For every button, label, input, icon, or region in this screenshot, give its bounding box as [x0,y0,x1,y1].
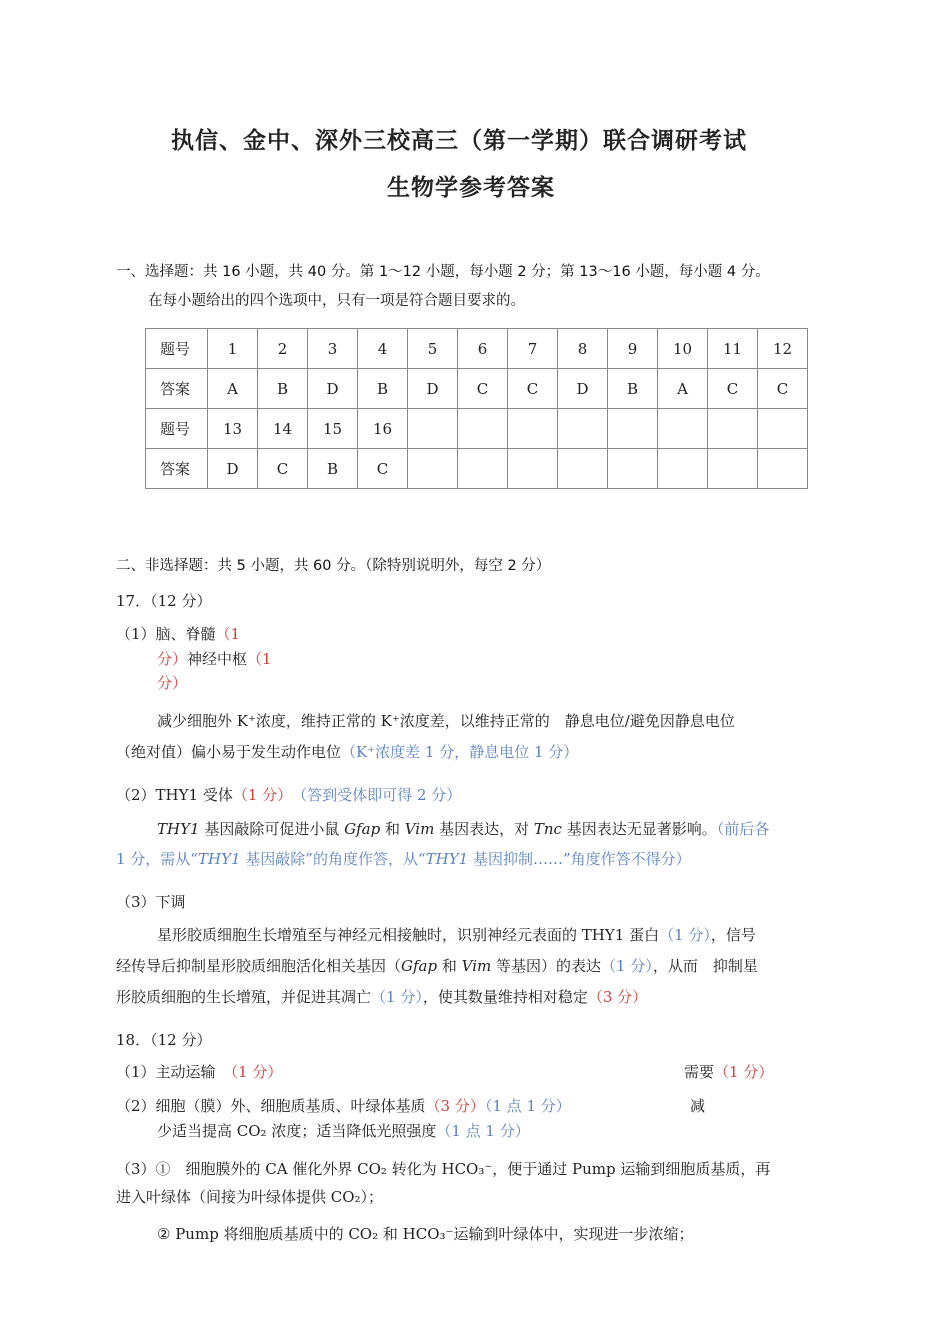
table-cell [608,409,658,449]
q17-part1-line4: 减少细胞外 K⁺浓度，维持正常的 K⁺浓度差，以维持正常的 静息电位/避免因静息电位 [157,712,735,730]
table-cell [708,449,758,489]
table-cell: A [658,369,708,409]
q17-part3-line1: （3）下调 [116,893,186,911]
table-cell: D [208,449,258,489]
table-cell: B [358,369,408,409]
table-cell [658,409,708,449]
row-label: 答案 [146,369,208,409]
table-row [146,449,808,489]
q17-p1-answer: （1）脑、脊髓 [116,625,216,643]
table-cell: A [208,369,258,409]
table-cell: C [758,369,808,409]
scoring-note: （前后各 [716,820,770,838]
table-cell [458,449,508,489]
q17-p1-score-c: （1 [247,650,272,668]
gene-name: THY1 [425,850,469,868]
table-cell: 16 [358,409,408,449]
q18-part1-right [684,1061,773,1082]
q17-p1-answer-b: 神经中枢 [187,650,248,668]
table-cell: 11 [708,329,758,369]
q17-p1e: （绝对值）偏小易于发生动作电位 [116,743,342,761]
q18-part2-line1 [116,1095,571,1116]
score: （1 分） [601,957,653,975]
q17-p1-score: （1 [215,625,241,643]
text-run: 等基因）的表达 [491,957,602,975]
text-run: 1 分，需从“ [116,850,198,868]
table-row [146,329,808,369]
table-cell: B [258,369,308,409]
q17-p2a: （2）THY1 受体 [116,786,233,804]
text-run: 基因表达，对 [434,820,534,838]
table-cell: C [358,449,408,489]
table-cell [408,449,458,489]
table-cell: 15 [308,409,358,449]
table-row [146,369,808,409]
table-cell [458,409,508,449]
q17-part1-line2 [157,648,272,669]
table-cell [708,409,758,449]
table-cell: C [708,369,758,409]
text-run: 基因抑制……”角度作答不得分） [468,850,691,868]
text-run: （1）主动运输 [116,1063,216,1081]
table-cell: 6 [458,329,508,369]
scoring-note: （1 点 1 分） [436,1122,530,1140]
q17-p2a-score: （1 分） [232,786,285,804]
text-run: 基因敲除”的角度作答，从“ [240,850,426,868]
table-cell [608,449,658,489]
text-run: 基因敲除可促进小鼠 [199,820,345,838]
answer-table [145,328,808,489]
row-label: 答案 [146,449,208,489]
table-cell: 5 [408,329,458,369]
table-cell [758,449,808,489]
table-cell: C [458,369,508,409]
q17-part3-line2 [157,924,756,945]
q17-part2-line2 [157,818,769,839]
text-run: ，从而 抑制星 [652,957,758,975]
q17-p1e-note: （K⁺浓度差 1 分，静息电位 1 分） [341,743,579,761]
gene-name: THY1 [197,850,241,868]
gene-name: Vim [404,820,435,838]
table-cell [408,409,458,449]
table-cell: C [258,449,308,489]
section1-heading: 一、选择题：共 16 小题，共 40 分。第 1～12 小题，每小题 2 分；第 13～16 小题，每小题 4 分。 [116,264,770,280]
score: （1 分） [659,926,711,944]
q18-part3-line1: （3）① 细胞膜外的 CA 催化外界 CO₂ 转化为 HCO₃⁻，便于通过 Pump 运输到细胞质基质，再 [116,1160,771,1178]
score: （1 分） [714,1063,774,1081]
gene-name: Gfap [401,957,438,975]
document-subtitle: 生物学参考答案 [387,175,555,201]
text-run: 经传导后抑制星形胶质细胞活化相关基因（ [116,957,402,975]
q18-part2-line2 [157,1120,530,1141]
table-cell [558,449,608,489]
score: （1 分） [371,988,423,1006]
table-cell: 3 [308,329,358,369]
text-run: 基因表达无显著影响。 [561,820,717,838]
table-row [146,409,808,449]
table-cell: 8 [558,329,608,369]
q17-heading: 17．（12 分） [116,592,212,610]
q17-part1-line3: 分） [157,674,188,692]
section2-heading: 二、非选择题：共 5 小题，共 60 分。（除特别说明外，每空 2 分） [116,558,551,574]
table-cell: 9 [608,329,658,369]
table-cell: 4 [358,329,408,369]
q18-part3-line3: ② Pump 将细胞质基质中的 CO₂ 和 HCO₃⁻运输到叶绿体中，实现进一步浓缩； [157,1225,694,1243]
row-label: 题号 [146,329,208,369]
table-cell: D [408,369,458,409]
table-cell [558,409,608,449]
table-cell: C [508,369,558,409]
table-cell: D [558,369,608,409]
table-cell: D [308,369,358,409]
row-label: 题号 [146,409,208,449]
text-run: ，使其数量维持相对稳定 [422,988,588,1006]
gene-name: Tnc [533,820,562,838]
q17-part2-line3 [116,848,691,869]
scoring-note: （1 点 1 分） [484,1097,571,1115]
table-cell: 2 [258,329,308,369]
document-title: 执信、金中、深外三校高三（第一学期）联合调研考试 [171,128,747,154]
score: （1 分） [230,1063,283,1081]
q18-part1 [116,1061,282,1082]
text-run: （2）细胞（膜）外、细胞质基质、叶绿体基质 [116,1097,426,1115]
text-run: 和 [437,957,462,975]
table-cell: 13 [208,409,258,449]
table-cell: 7 [508,329,558,369]
text-run: 少适当提高 CO₂ 浓度；适当降低光照强度 [157,1122,437,1140]
q17-part2-line1 [116,784,461,805]
table-cell [658,449,708,489]
table-cell: B [608,369,658,409]
q17-p2a-note: （答到受体即可得 2 分） [299,786,462,804]
table-cell: B [308,449,358,489]
q17-part1-line1 [116,623,240,644]
text-run: 星形胶质细胞生长增殖至与神经元相接触时，识别神经元表面的 THY1 蛋白 [157,926,660,944]
gene-name: Vim [461,957,492,975]
gene-name: THY1 [157,820,200,838]
q18-heading: 18．（12 分） [116,1031,212,1049]
score: （3 分） [587,988,648,1006]
text-run: 形胶质细胞的生长增殖，并促进其凋亡 [116,988,372,1006]
q18-part2-right: 减 [690,1097,706,1115]
table-cell [508,449,558,489]
table-cell: 10 [658,329,708,369]
q17-part3-line3 [116,955,758,976]
q18-part3-line2: 进入叶绿体（间接为叶绿体提供 CO₂）； [116,1188,384,1206]
section1-instruction: 在每小题给出的四个选项中，只有一项是符合题目要求的。 [148,293,525,309]
text-run: ，信号 [710,926,756,944]
table-cell [508,409,558,449]
table-cell: 12 [758,329,808,369]
text-run: 需要 [684,1063,715,1081]
q17-part1-line5 [116,741,578,762]
q17-p1-score-b: 分） [157,650,188,668]
table-cell: 1 [208,329,258,369]
score: （3 分） [425,1097,485,1115]
gene-name: Gfap [344,820,381,838]
q17-part3-line4 [116,986,647,1007]
table-cell [758,409,808,449]
text-run: 和 [380,820,405,838]
table-cell: 14 [258,409,308,449]
